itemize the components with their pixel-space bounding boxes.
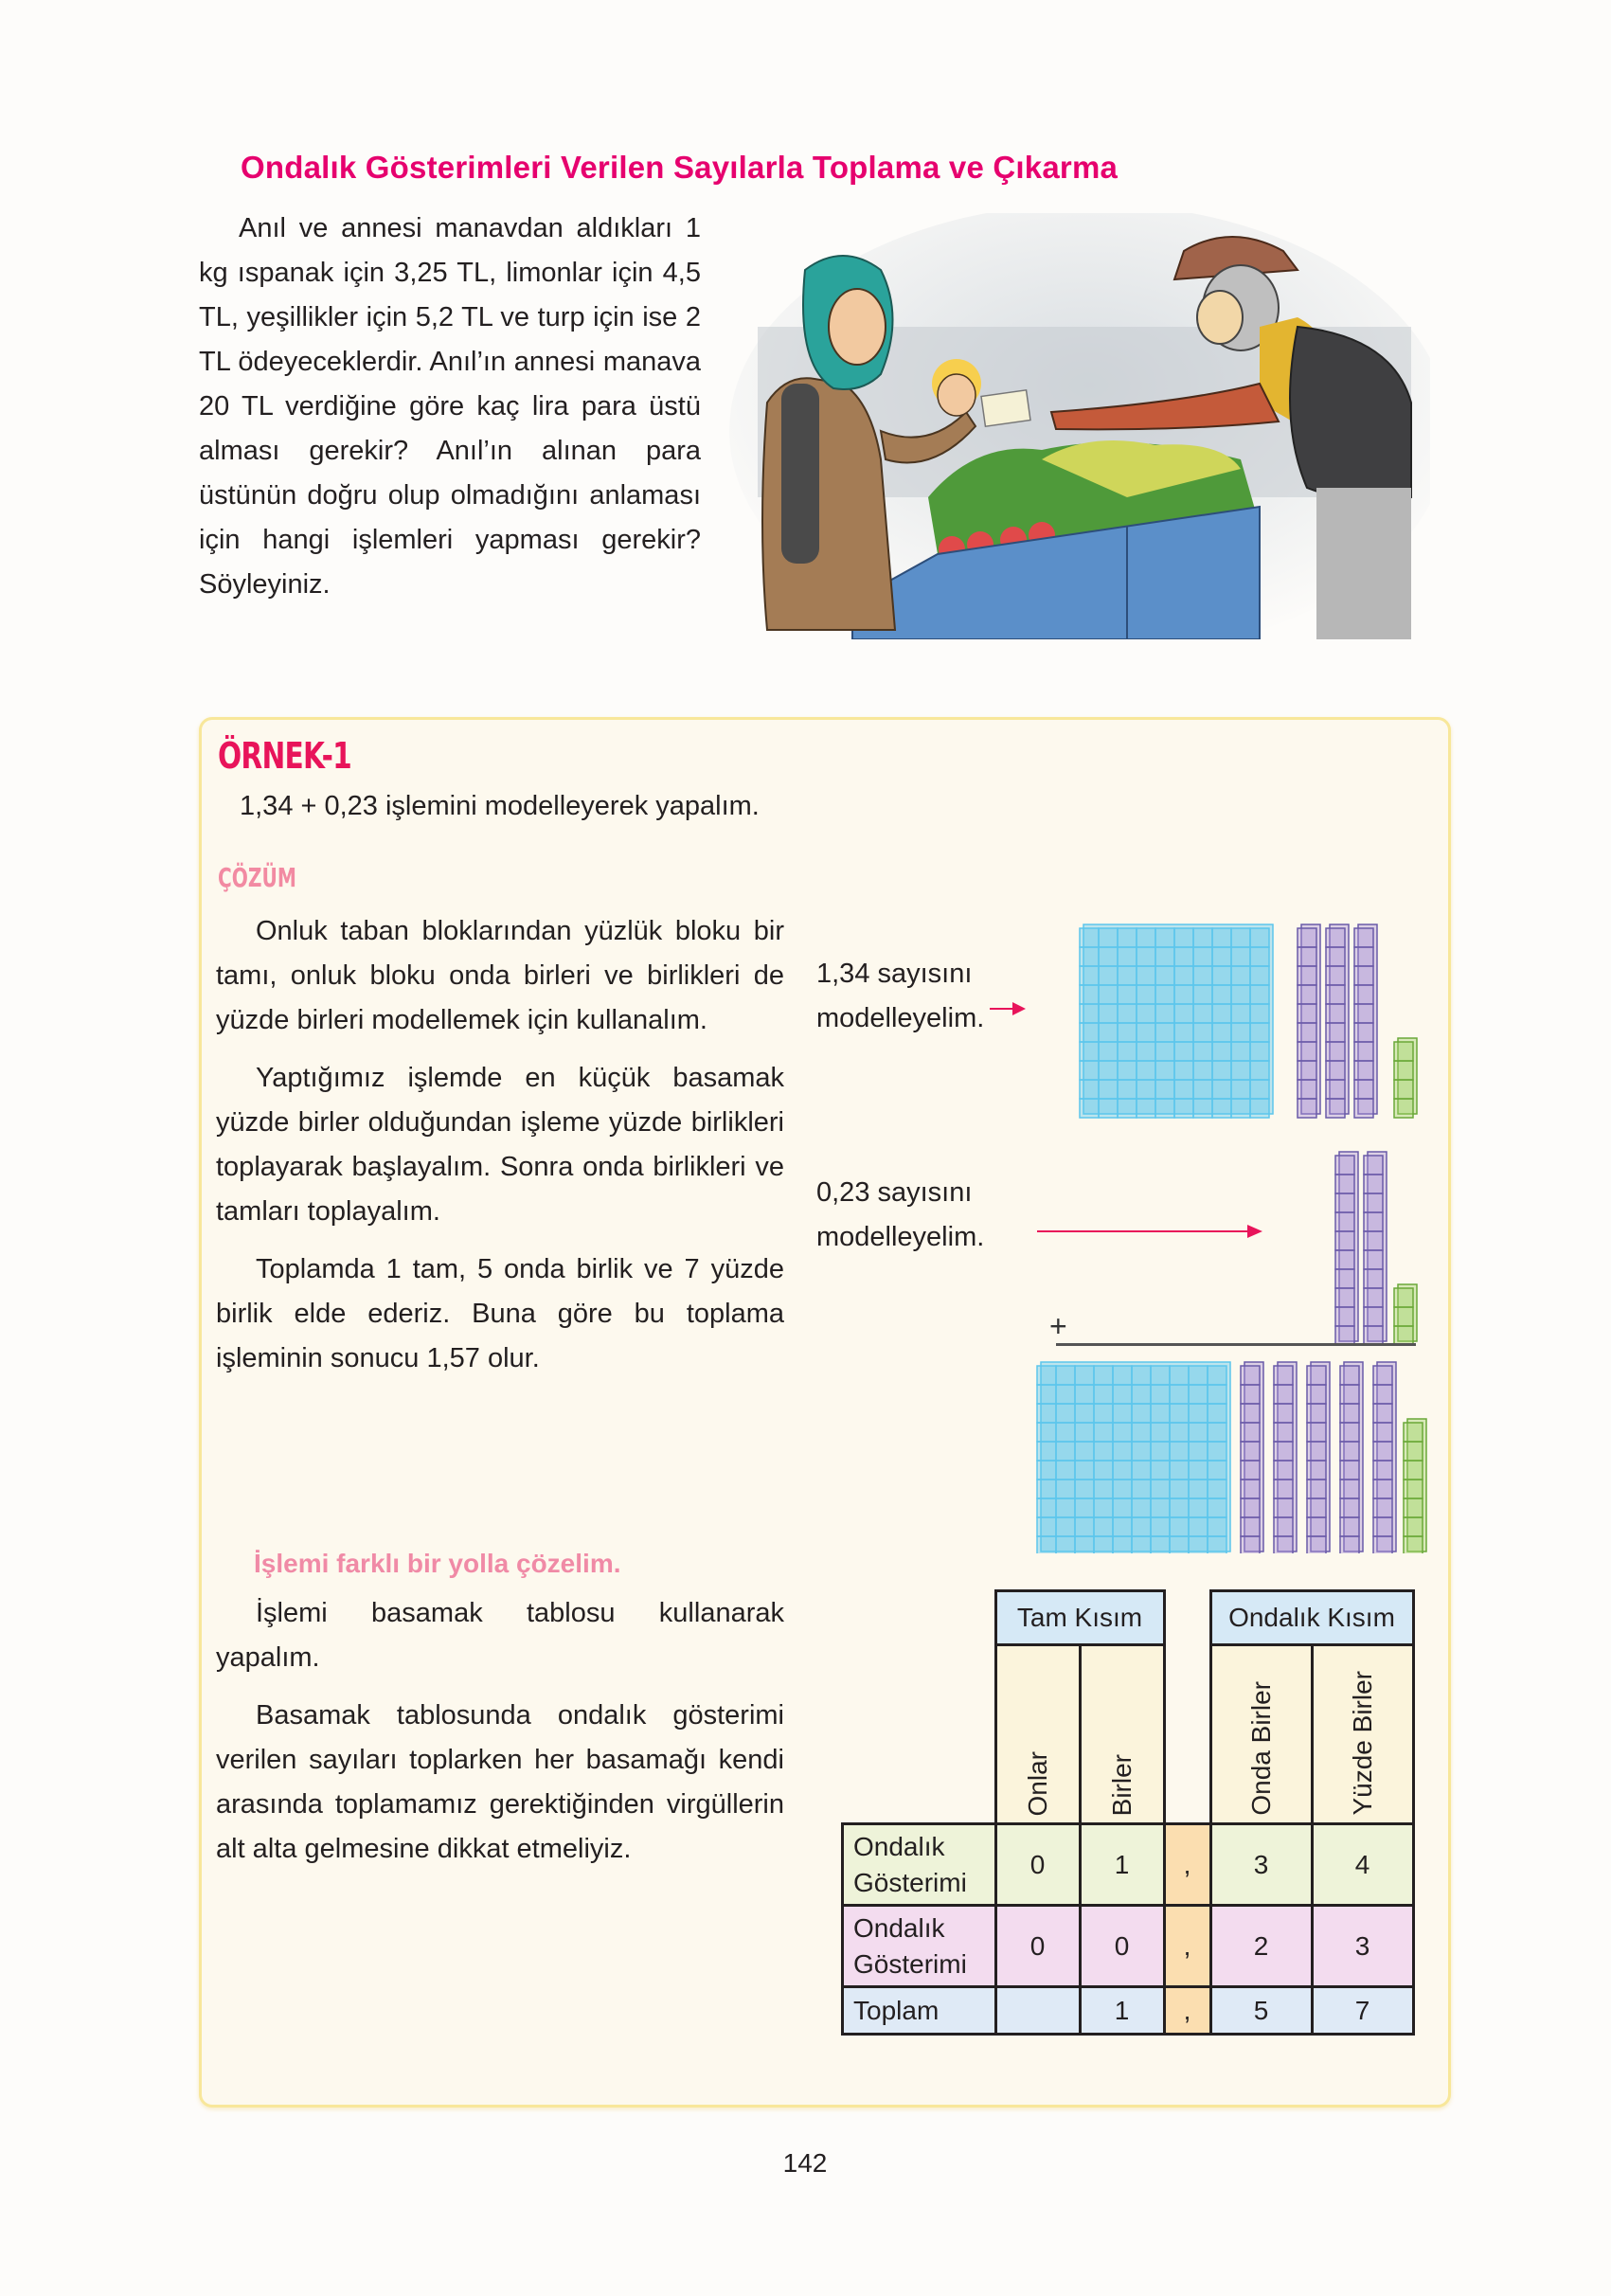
table-row: Toplam 1 , 5 7 [843,1987,1414,2035]
alt-method-heading: İşlemi farklı bir yolla çözelim. [254,1549,621,1578]
column-header-onlar: Onlar [995,1645,1080,1824]
solution-paragraph: Toplamda 1 tam, 5 onda birlik ve 7 yüzde birlik elde ederiz. Buna göre bu toplama işleminin sonucu 1,57 olur. [216,1254,784,1373]
sum-line [1056,1343,1416,1346]
page-number: 142 [782,2148,828,2178]
model-label-first: 1,34 sayısını modelleyelim. [816,959,985,1033]
solution-paragraphs [216,909,784,1394]
arrow-icon [990,999,1028,1018]
model-label-second: 0,23 sayısını modelleyelim. [816,1177,985,1252]
column-header-birler: Birler [1080,1645,1164,1824]
alt-paragraph: Basamak tablosunda ondalık gösterimi verilen sayıları toplarken her basamağı kendi arasında toplamamız gerektiğinden virgüllerin alt alta gelmesine dikkat etmeliyiz. [216,1700,784,1864]
section-title: Ondalık Gösterimleri Verilen Sayılarla Toplama ve Çıkarma [241,150,1119,185]
column-header-onda-birler: Onda Birler [1210,1645,1312,1824]
alt-method-paragraphs [216,1591,784,1885]
place-value-table [841,1589,1415,2036]
plus-icon: + [1049,1309,1067,1343]
solution-paragraph: Yaptığımız işlemde en küçük basamak yüzde birler olduğundan işleme yüzde birlikleri toplayarak başlayalım. Sonra onda birlikleri ve tamları toplayalım. [216,1063,784,1227]
base-ten-blocks-diagram [1023,909,1430,1553]
example-problem: 1,34 + 0,23 işlemini modelleyerek yapalım. [240,791,760,821]
table-row: Ondalık Gösterimi 0 0 , 2 3 [843,1906,1414,1987]
column-header-yuzde-birler: Yüzde Birler [1312,1645,1413,1824]
intro-paragraph: Anıl ve annesi manavdan aldıkları 1 kg ıspanak için 3,25 TL, limonlar için 4,5 TL, yeşillikler için 5,2 TL ve turp için ise 2 TL ödeyeceklerdir. Anıl’ın annesi manava 20 TL verdiğine göre kaç lira para üstü alması gerekir? Anıl’ın alınan para üstünün doğru olup olmadığını anlaması için hangi işlemleri yapması gerekir? Söyleyiniz. [199,213,701,600]
solution-label: ÇÖZÜM [218,862,296,893]
header-whole-part: Tam Kısım [995,1591,1164,1645]
market-illustration [729,213,1430,639]
solution-paragraph: Onluk taban bloklarından yüzlük bloku bir tamı, onluk bloku onda birleri ve birlikleri de yüzde birleri modellemek için kullanalım. [216,916,784,1035]
example-label: ÖRNEK-1 [218,735,351,777]
table-row: Ondalık Gösterimi 0 1 , 3 4 [843,1824,1414,1906]
alt-paragraph: İşlemi basamak tablosu kullanarak yapalım. [216,1598,784,1673]
header-decimal-part: Ondalık Kısım [1210,1591,1413,1645]
